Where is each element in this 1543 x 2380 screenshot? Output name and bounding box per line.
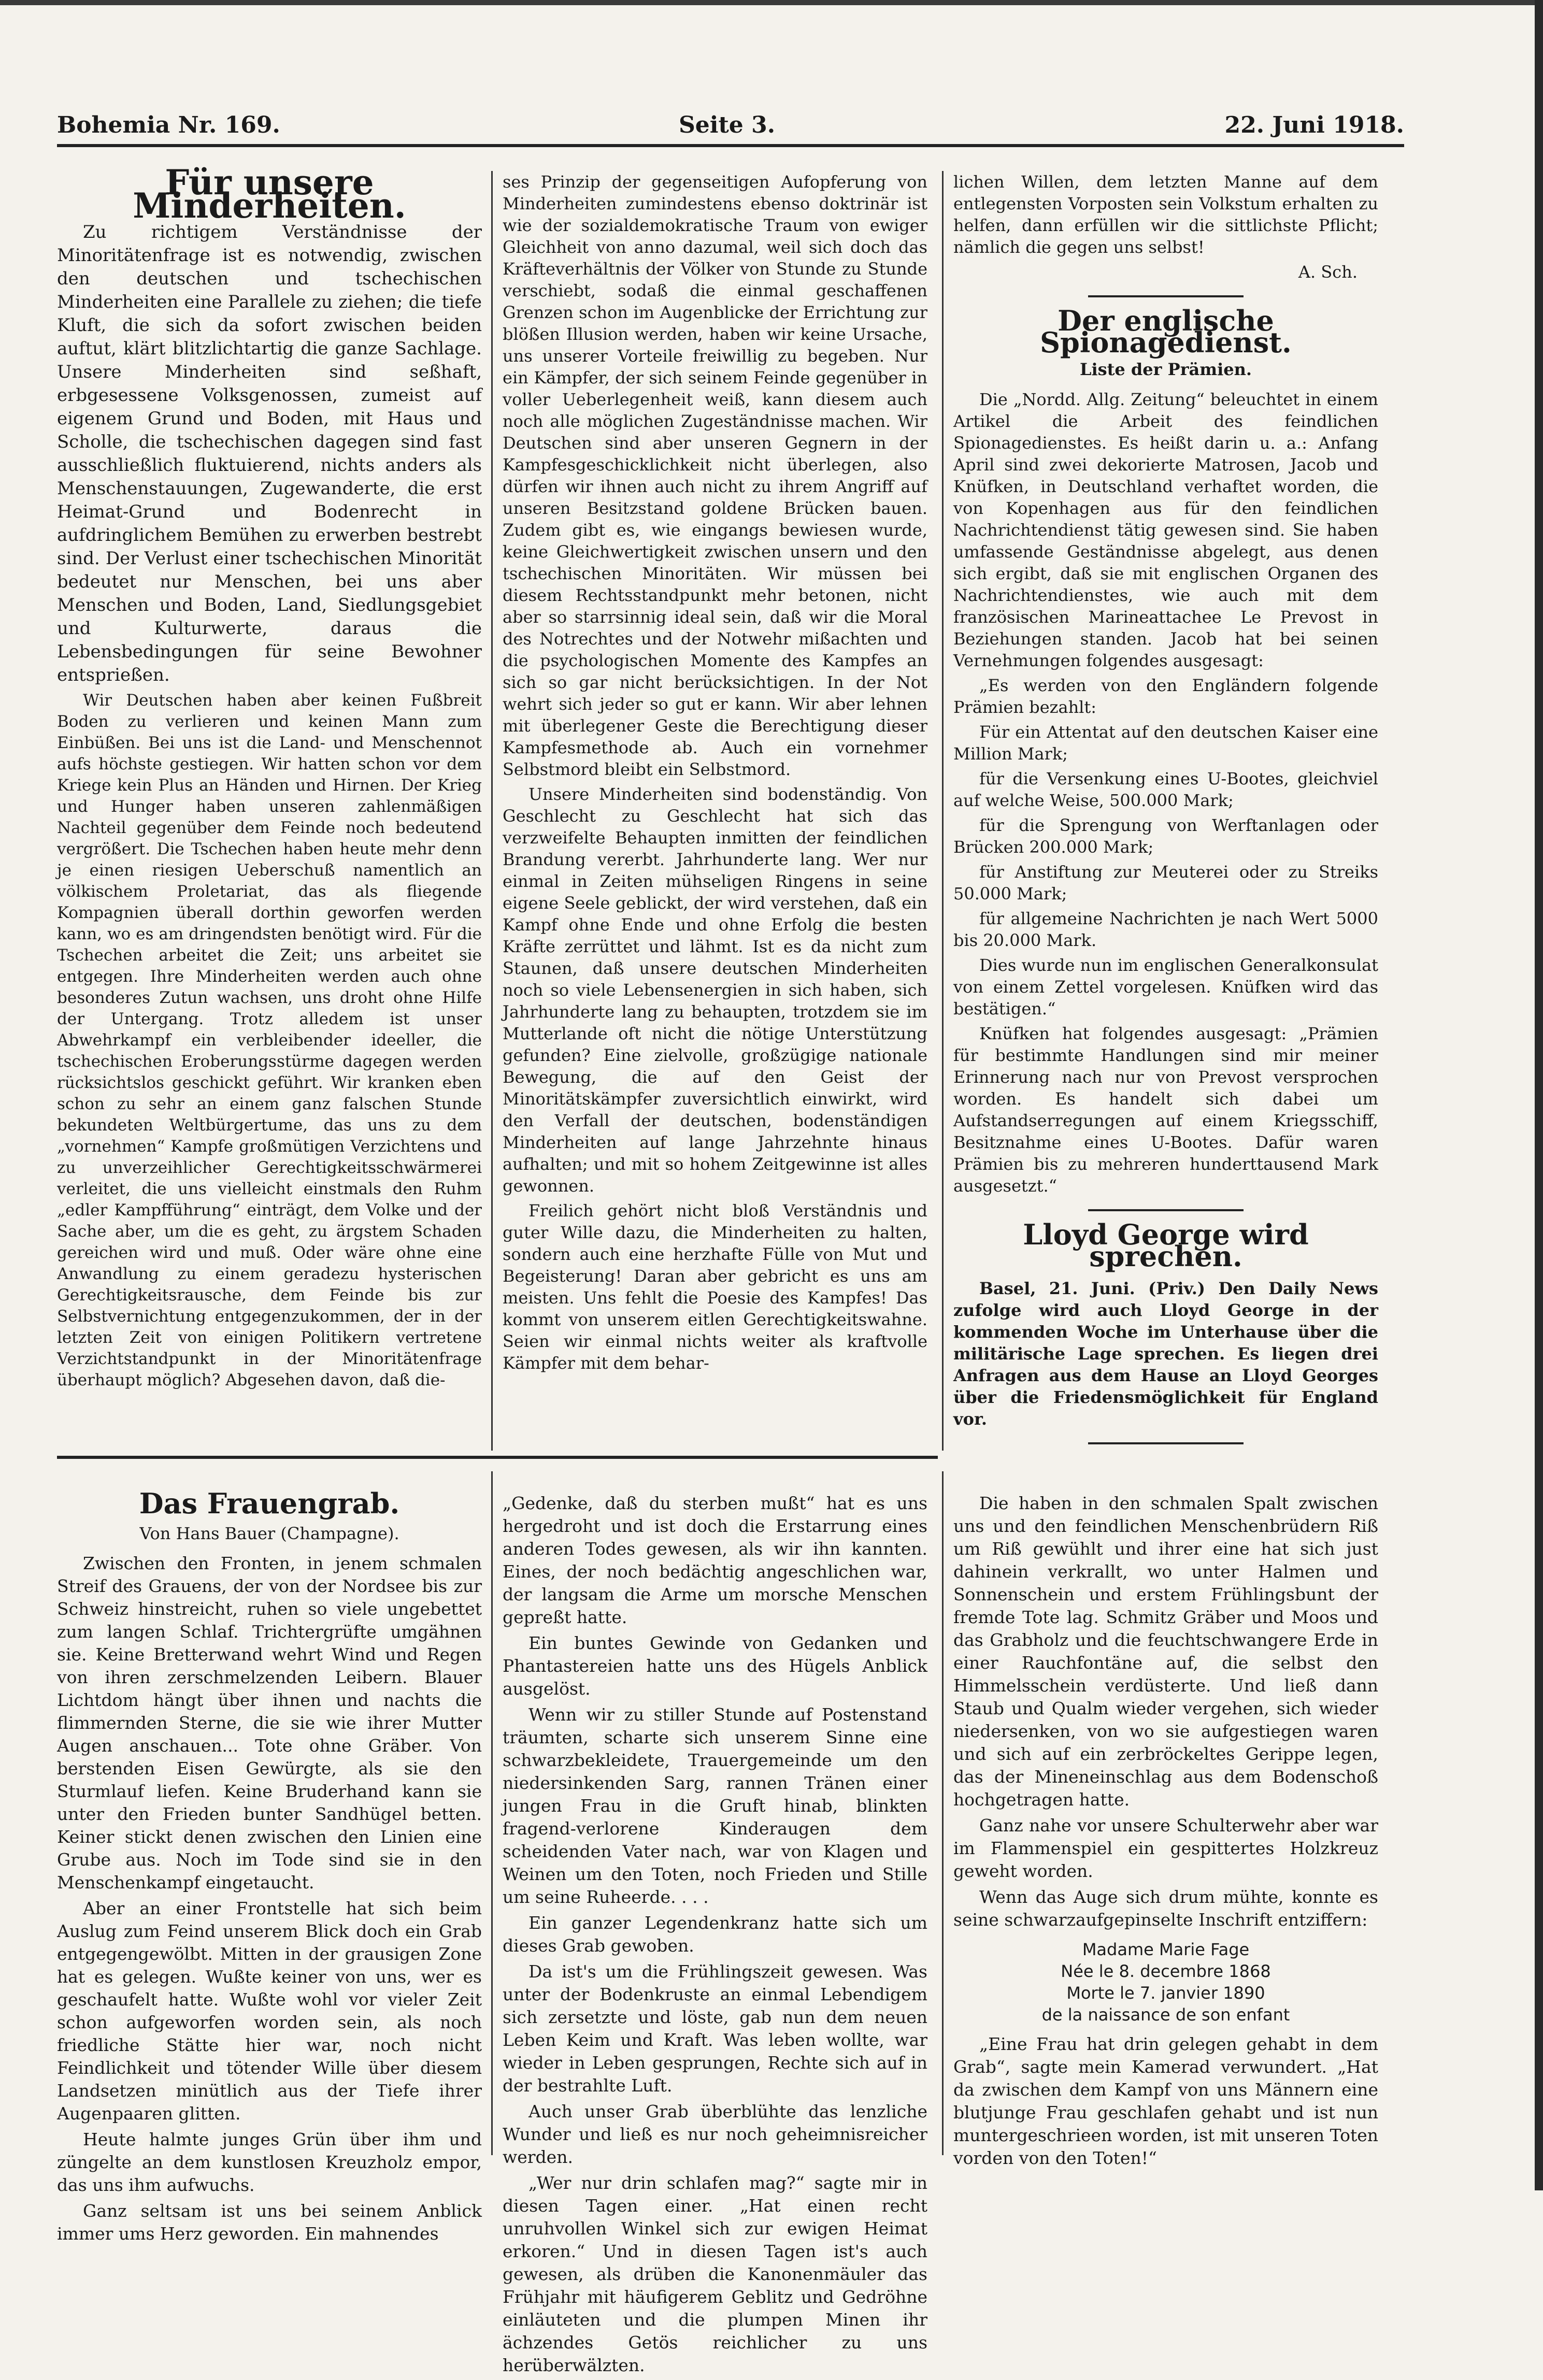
- article-paragraph: für Anstiftung zur Meuterei oder zu Streiks 50.000 Mark;: [953, 862, 1378, 904]
- article-paragraph: Ganz nahe vor unsere Schulterwehr aber war im Flammenspiel ein gespittertes Holzkreuz geweht worden.: [953, 1815, 1378, 1881]
- article-subtitle: Liste der Prämien.: [1079, 360, 1252, 379]
- article-paragraph: Die haben in den schmalen Spalt zwischen uns und den feindlichen Menschenbrüdern Riß um Riß gewühlt und ihrer eine hat sich just dahinein verkrallt, wo unter Halmen und Sonnenschein und erstem Frühlingsbunt der fremde Tote lag. Schmitz Gräber und Moos und das Grabholz und die feuchtschwangere Erde in einer Rauchfontäne auf, die selbst den Himmelsschein verdüsterte. Und ließ dann Staub und Qualm wieder vergehen, sich wieder niedersenken, von wo sie aufgestiegen waren und sich auf ein zerbröckeltes Gerippe legen, das der Mineneinschlag aus dem Bodenschoß hochgetragen hatte.: [953, 1493, 1378, 1810]
- article-signature: A. Sch.: [1298, 262, 1358, 282]
- article-paragraph: Knüfken hat folgendes ausgesagt: „Prämien für bestimmte Handlungen sind mir meiner Erinnerung nach nur von Prevost versprochen worden. Es handelt sich dabei um Aufstandserregungen auf einem Kriegsschiff, Besitznahme eines U-Bootes. Dafür waren Prämien bis zu mehreren hunderttausend Mark ausgesetzt.“: [953, 1024, 1378, 1196]
- header-page: Seite 3.: [679, 112, 776, 138]
- article-paragraph: Basel, 21. Juni. (Priv.) Den Daily News zufolge wird auch Lloyd George in der kommenden Woche im Unterhause über die militärische Lage sprechen. Es liegen drei Anfragen aus dem Hause an Lloyd Georges über die Friedensmöglichkeit für England vor.: [953, 1279, 1378, 1429]
- article-separator: [1088, 1442, 1244, 1444]
- article-paragraph: Auch unser Grab überblühte das lenzliche Wunder und ließ es nur noch geheimnisreicher werden.: [503, 2101, 927, 2167]
- bottom-column-3: [953, 1492, 1378, 2173]
- article-paragraph: für allgemeine Nachrichten je nach Wert 5000 bis 20.000 Mark.: [953, 909, 1378, 950]
- header-rule: [57, 144, 1404, 147]
- inscription-line: Née le 8. decembre 1868: [1061, 1961, 1271, 1981]
- article-title: Lloyd George wird sprechen.: [1023, 1218, 1309, 1273]
- inscription-line: Madame Marie Fage: [1082, 1940, 1250, 1959]
- header-date: 22. Juni 1918.: [1224, 112, 1404, 138]
- section-rule: [57, 1456, 938, 1459]
- article-paragraph: Ganz seltsam ist uns bei seinem Anblick immer ums Herz geworden. Ein mahnendes: [57, 2201, 482, 2244]
- article-paragraph: Ein buntes Gewinde von Gedanken und Phantastereien hatte uns des Hügels Anblick ausgelöst.: [503, 1633, 927, 1699]
- column-divider: [942, 171, 944, 1451]
- article-paragraph: „Gedenke, daß du sterben mußt“ hat es uns hergedroht und ist doch die Erstarrung eines anderen Todes gewesen, als wir ihn kannten. Eines, der noch bedächtig angeschlichen war, der langsam die Arme um morsche Menschen gepreßt hatte.: [503, 1493, 927, 1627]
- article-paragraph: Freilich gehört nicht bloß Verständnis und guter Wille dazu, die Minderheiten zu halten, sondern auch eine herzhafte Fülle von Mut und Begeisterung! Daran aber gebricht es uns am meisten. Uns fehlt die Poesie des Kampfes! Das kommt von unserem eitlen Gerechtigkeitswahne. Seien wir einmal nichts weiter als kraftvolle Kämpfer mit dem behar-: [503, 1201, 927, 1373]
- article-paragraph: Für ein Attentat auf den deutschen Kaiser eine Million Mark;: [953, 722, 1378, 764]
- article-paragraph: „Es werden von den Engländern folgende Prämien bezahlt:: [953, 676, 1378, 717]
- article-paragraph: Da ist's um die Frühlingszeit gewesen. Was unter der Bodenkruste an einmal Lebendigem sich zersetzte und löste, gab nun dem neuen Leben Keim und Kraft. Was leben wollte, war wieder in Leben gesprungen, Rechte sich auf in der bestrahlte Luft.: [503, 1961, 927, 2096]
- article-byline: Von Hans Bauer (Champagne).: [139, 1524, 399, 1543]
- article-paragraph: Die „Nordd. Allg. Zeitung“ beleuchtet in einem Artikel die Arbeit des feindlichen Spionagedienstes. Es heißt darin u. a.: Anfang April sind zwei dekorierte Matrosen, Jacob und Knüfken, in Deutschland verhaftet worden, die von Kopenhagen aus für den feindlichen Nachrichtendienst tätig gewesen sind. Sie haben umfassende Geständnisse abgelegt, aus denen sich ergibt, daß sie mit englischen Organen des Nachrichtendienstes, wie auch mit dem französischen Marineattachee Le Prevost in Beziehungen standen. Jacob hat bei seinen Vernehmungen folgendes ausgesagt:: [953, 390, 1378, 670]
- article-paragraph: Unsere Minderheiten sind bodenständig. Von Geschlecht zu Geschlecht hat sich das verzweifelte Behaupten inmitten der feindlichen Brandung vererbt. Jahrhunderte lang. Wer nur einmal in Zeiten mühseligen Ringens in seine eigene Seele geblickt, der wird verstehen, daß ein Kampf ohne Ende und ohne Erfolg die besten Kräfte zerrüttet und lähmt. Ist es da nicht zum Staunen, daß unsere deutschen Minderheiten noch so viele Lebensenergien in sich haben, sich Jahrhunderte lang zu behaupten, trotzdem sie im Mutterlande oft nicht die nötige Unterstützung gefunden? Eine zielvolle, großzügige nationale Bewegung, die auf den Geist der Minoritätskämpfer zuversichtlich einwirkt, wird den Verfall der deutschen, bodenständigen Minderheiten auf lange Jahrzehnte hinaus aufhalten; und mit so hohem Zeitgewinne ist alles gewonnen.: [503, 784, 927, 1196]
- column-divider: [491, 171, 493, 1451]
- article-title: Das Frauengrab.: [139, 1487, 400, 1520]
- article-paragraph: Ein ganzer Legendenkranz hatte sich um dieses Grab gewoben.: [503, 1913, 927, 1956]
- article-paragraph: Wir Deutschen haben aber keinen Fußbreit Boden zu verlieren und keinen Mann zum Einbüßen. Bei uns ist die Land- und Menschennot aufs höchste gestiegen. Wir hatten schon vor dem Kriege kein Plus an Händen und Hirnen. Der Krieg und Hunger haben unseren zahlenmäßigen Nachteil gegenüber dem Feinde noch bedeutend vergrößert. Die Tschechen haben heute mehr denn je einen riesigen Ueberschuß namentlich an völkischem Proletariat, das als fliegende Kompagnien überall dorthin geworfen werden kann, wo es am dringendsten benötigt wird. Für die Tschechen arbeitet die Zeit; uns arbeitet sie entgegen. Ihre Minderheiten werden auch ohne besonderes Zutun wachsen, uns droht ohne Hilfe der Untergang. Trotz alledem ist unser Abwehrkampf ein verbleibender ideeller, die tschechischen Eroberungsstürme dagegen werden rücksichtslos geschickt geführt. Wir kranken eben schon zu sehr an einem ganz falschen Stunde bekundeten Weltbürgertume, das uns zu dem „vornehmen“ Kampfe großmütigen Verzichtens und zu unverzeihlicher Gerechtigkeitsschwärmerei verleitet, die uns vielleicht einstmals den Ruhm „edler Kampfführung“ einträgt, dem Volke und der Sache aber, um die es geht, zu ärgstem Schaden gereichen wird und muß. Oder wäre ohne eine Anwandlung zu einem geradezu hysterischen Gerechtigkeitsrausche, dem Feinde bis zur Selbstvernichtung entgegenzukommen, der in der letzten Zeit von einigen Politikern vertretene Verzichtstandpunkt in der Minoritätenfrage überhaupt möglich? Abgesehen davon, daß die-: [57, 691, 482, 1389]
- bottom-column-2: [503, 1492, 927, 2380]
- column-1: [57, 162, 482, 1394]
- article-paragraph: Dies wurde nun im englischen Generalkonsulat von einem Zettel vorgelesen. Knüfken wird das bestätigen.“: [953, 955, 1378, 1019]
- article-separator: [1088, 295, 1244, 297]
- scan-border-right: [1535, 0, 1543, 2190]
- column-2: [503, 171, 927, 1377]
- article-paragraph: für die Versenkung eines U-Bootes, gleichviel auf welche Weise, 500.000 Mark;: [953, 769, 1378, 810]
- article-paragraph: „Eine Frau hat drin gelegen gehabt in dem Grab“, sagte mein Kamerad verwundert. „Hat da zwischen dem Kampf von uns Männern eine blutjunge Frau geschlafen gehabt und ist nun muntergeschrieen worden, ist mit unseren Toten vorden von den Toten!“: [953, 2034, 1378, 2168]
- article-paragraph: für die Sprengung von Werftanlagen oder Brücken 200.000 Mark;: [953, 815, 1378, 857]
- header-issue: Bohemia Nr. 169.: [57, 112, 280, 138]
- bottom-column-1: [57, 1487, 482, 2248]
- article-title: Der englische Spionagedienst.: [1040, 304, 1292, 359]
- article-paragraph: lichen Willen, dem letzten Manne auf dem entlegensten Vorposten sein Volkstum erhalten zu helfen, dann erfüllen wir die sittlichste Pflicht; nämlich die gegen uns selbst!: [953, 172, 1378, 257]
- scan-border-top: [0, 0, 1543, 5]
- column-divider: [491, 1471, 493, 2155]
- column-3: [953, 171, 1378, 1457]
- grave-inscription: [953, 1939, 1378, 2026]
- article-paragraph: Aber an einer Frontstelle hat sich beim Auslug zum Feind unserem Blick doch ein Grab entgegengewölbt. Mitten in der grausigen Zone hat es gelegen. Wußte keiner von uns, wer es geschaufelt hatte. Wußte wohl vor vieler Zeit schon aufgeworfen worden sein, als noch friedliche Stätte hier war, noch nicht Feindlichkeit und tötender Wille über diesem Landsetzen minütlich aus der Tiefe ihrer Augenpaaren glitten.: [57, 1898, 482, 2124]
- column-divider: [942, 1471, 944, 2155]
- article-paragraph: ses Prinzip der gegenseitigen Aufopferung von Minderheiten zumindestens ebenso doktrinär ist wie der sozialdemokratische Traum von ewiger Gleichheit von anno dazumal, weil sich doch das Kräfteverhältnis der Völker von Stunde zu Stunde verschiebt, sodaß die einmal geschaffenen Grenzen schon im Augenblicke der Errichtung zur blößen Illusion werden, haben wir keine Ursache, uns unserer Vorteile freiwillig zu begeben. Nur ein Kämpfer, der sich seinem Feinde gegenüber in voller Ueberlegenheit weiß, kann diesem auch noch alle möglichen Zugeständnisse machen. Wir Deutschen sind aber unseren Gegnern in der Kampfesgeschicklichkeit nicht überlegen, also dürfen wir ihnen auch nicht zu ihrem Angriff auf unseren Besitzstand goldene Brücken bauen. Zudem gibt es, wie eingangs bewiesen wurde, keine Gleichwertigkeit zwischen unsern und den tschechischen Minoritäten. Wir müssen bei diesem Rechtsstandpunkt mehr betonen, nicht aber so starrsinnig ideal sein, daß wir die Moral des Notrechtes und der Notwehr mißachten und die psychologischen Momente des Kampfes an sich so gar nicht berücksichtigen. In der Not wehrt sich jeder so gut er kann. Wir aber lehnen mit überlegener Geste die Berechtigung dieser Kampfesmethode ab. Auch ein vornehmer Selbstmord bleibt ein Selbstmord.: [503, 172, 927, 779]
- article-paragraph: Wenn wir zu stiller Stunde auf Postenstand träumten, scharte sich unserem Sinne eine schwarzbekleidete, Trauergemeinde um den niedersinkenden Sarg, rannen Tränen einer jungen Frau in die Gruft hinab, blinkten fragend-verlorene Kinderaugen dem scheidenden Vater nach, war von Klagen und Weinen um den Toten, noch Frieden und Stille um seine Ruheerde. . . .: [503, 1704, 927, 1907]
- article-separator: [1088, 1209, 1244, 1211]
- article-paragraph: „Wer nur drin schlafen mag?“ sagte mir in diesen Tagen einer. „Hat einen recht unruhvollen Winkel sich zur ewigen Heimat erkoren.“ Und in diesen Tagen ist's auch gewesen, als drüben die Kanonenmäuler das Frühjahr mit häufigerem Geblitz und Gedröhne einläuteten und die plumpen Minen ihr ächzendes Getös reichlicher zu uns herüberwälzten.: [503, 2173, 927, 2375]
- page-header: [57, 104, 1404, 150]
- article-paragraph: Zu richtigem Verständnisse der Minoritätenfrage ist es notwendig, zwischen den deutschen und tschechischen Minderheiten eine Parallele zu ziehen; die tiefe Kluft, die sich da sofort zwischen beiden auftut, klärt blitzlichtartig die ganze Sachlage. Unsere Minderheiten sind seßhaft, erbgesessene Volksgenossen, zumeist auf eigenem Grund und Boden, mit Haus und Scholle, die tschechischen dagegen sind fast ausschließlich fluktuierend, nichts anders als Menschenstauungen, Zugewanderte, die erst Heimat-Grund und Bodenrecht in aufdringlichem Bemühen zu erwerben bestrebt sind. Der Verlust einer tschechischen Minorität bedeutet nur Menschen, bei uns aber Menschen und Boden, Land, Siedlungsgebiet und Kulturwerte, daraus die Lebensbedingungen für seine Bewohner entsprießen.: [57, 222, 482, 685]
- article-paragraph: Wenn das Auge sich drum mühte, konnte es seine schwarzaufgepinselte Inschrift entziffern:: [953, 1887, 1378, 1930]
- inscription-line: de la naissance de son enfant: [1041, 2005, 1290, 2025]
- article-paragraph: Heute halmte junges Grün über ihm und züngelte an dem kunstlosen Kreuzholz empor, das uns ihm aufwuchs.: [57, 2129, 482, 2195]
- inscription-line: Morte le 7. janvier 1890: [1066, 1983, 1265, 2003]
- article-paragraph: Zwischen den Fronten, in jenem schmalen Streif des Grauens, der von der Nordsee bis zur Schweiz hinstreicht, ruhen so viele ungebettet zum langen Schlaf. Trichtergrüfte umgähnen sie. Keine Bretterwand wehrt Wind und Regen von ihren zerschmelzenden Leibern. Blauer Lichtdom hängt über ihnen und nachts die flimmernden Sterne, die sie wie ihrer Mutter Augen anschauen... Tote ohne Gräber. Von berstenden Eisen Gewürgte, als sie den Sturmlauf liefen. Keine Bruderhand kann sie unter den Frieden bunter Sandhügel betten. Keiner stickt denen zwischen den Linien eine Grube aus. Noch im Tode sind sie in den Menschenkampf eingetaucht.: [57, 1553, 482, 1892]
- article-title: Für unsere Minderheiten.: [133, 162, 406, 226]
